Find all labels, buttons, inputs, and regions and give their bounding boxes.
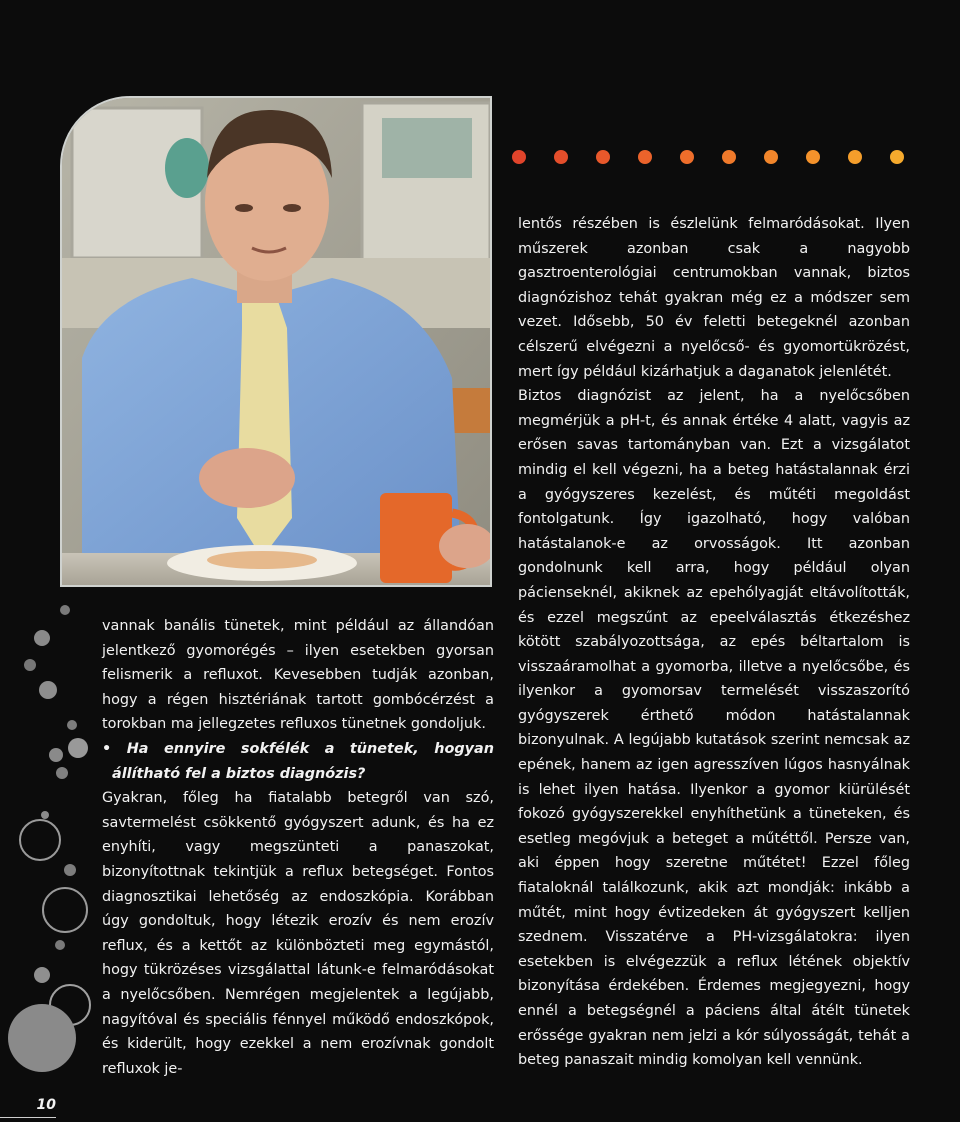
left-paragraph-2: Gyakran, főleg ha fiatalabb betegről van szó, savtermelést csökkentő gyógyszert adunk, és ha ez enyhíti, vagy megszünteti a panaszokat, bizonyítottnak tekintjük a reflux betegséget. Fontos diagnosztikai lehetőség az endoszkópia. Korábban úgy gondoltuk, hogy létezik erozív és nem erozív reflux, és a kettőt az különbözteti meg egymástól, hogy tükrözéses vizsgálattal látunk-e felmaródásokat a nyelőcsőben. Nemrégen megjelentek a legújabb, nagyítóval és speciális fénnyel működő endoszkópok, és kiderült, hogy ezekkel a nem erozívnak gondolt refluxok je-	[102, 790, 494, 1077]
right-paragraph-2: Biztos diagnózist az jelent, ha a nyelőcsőben megmérjük a pH-t, és annak értéke 4 alatt, vagyis az erősen savas tartományban van. Ezt a vizsgálatot mindig el kell végezni, ha a beteg hatástalannak érzi a gyógyszeres kezelést, és műtéti megoldást fontolgatunk. Így igazolható, hogy valóban hatástalanok-e az orvosságok. Itt azonban gondolnunk kell arra, hogy például olyan pácienseknél, akiknek az epehólyagját eltávolították, és ezzel megszűnt az epeelválasztás étkezéshez kötött szabályozottsága, az epés béltartalom is visszaáramolhat a gyomorba, illetve a nyelőcsőbe, és ilyenkor a gyomorsav termelését visszaszorító gyógyszerek érthető módon hatástalannak bizonyulnak. A legújabb kutatások szerint nemcsak az epének, hanem az igen agresszíven lúgos hasnyálnak is lehet ilyen hatása. Ilyenkor a gyomor kiürülését fokozó gyógyszerekkel enyhíthetünk a tüneteken, és esetleg megóvjuk a beteget a műtéttől. Persze van, aki éppen hogy szeretne műtétet! Ezzel főleg fiataloknál találkozunk, akik azt mondják: inkább a műtét, mint hogy évtizedeken át gyógyszert kelljen szednem. Visszatérve a PH-vizsgálatokra: ilyen esetekben is elvégezzük a reflux létének objektív bizonyítása érdekében. Érdemes megjegyezni, hogy ennél a betegségnél a páciens által átélt tünetek erőssége gyakran nem jelzi a kór súlyosságát, tehát a beteg panaszait mindig komolyan kell vennünk.	[518, 388, 910, 1069]
dot-10	[890, 150, 904, 164]
dot-7	[764, 150, 778, 164]
left-text-column	[102, 614, 494, 1081]
article-photo	[60, 96, 492, 587]
dot-6	[722, 150, 736, 164]
man-with-heartburn-illustration	[62, 98, 490, 585]
page-number-rule	[0, 1117, 56, 1118]
left-paragraph-1: vannak banális tünetek, mint például az állandóan jelentkező gyomorégés – ilyen esetekben gyorsan felismerik a refluxot. Kevesebben tudják azonban, hogy a régen hisztériának tartott gombócérzést a torokban ma jellegzetes refluxos tünetnek gondoljuk.	[102, 618, 494, 733]
question-heading	[102, 737, 494, 786]
orange-dot-row-icon	[512, 150, 912, 170]
dot-3	[596, 150, 610, 164]
question-text: Ha ennyire sokfélék a tünetek, hogyan állítható fel a biztos diagnózis?	[112, 740, 494, 782]
dot-9	[848, 150, 862, 164]
dot-4	[638, 150, 652, 164]
dot-5	[680, 150, 694, 164]
right-text-column	[518, 212, 910, 1073]
bullet-icon: •	[102, 740, 112, 757]
page-number: 10	[36, 1097, 56, 1113]
dot-1	[512, 150, 526, 164]
grey-bubble-cluster-icon	[0, 560, 110, 1080]
right-paragraph-1: lentős részében is észlelünk felmaródásokat. Ilyen műszerek azonban csak a nagyobb gasztroenterológiai centrumokban vannak, biztos diagnózishoz tehát gyakran még ez a módszer sem vezet. Idősebb, 50 év feletti betegeknél azonban célszerű elvégezni a nyelőcső- és gyomortükrözést, mert így például kizárhatjuk a daganatok jelenlétét.	[518, 216, 910, 380]
dot-2	[554, 150, 568, 164]
dot-8	[806, 150, 820, 164]
